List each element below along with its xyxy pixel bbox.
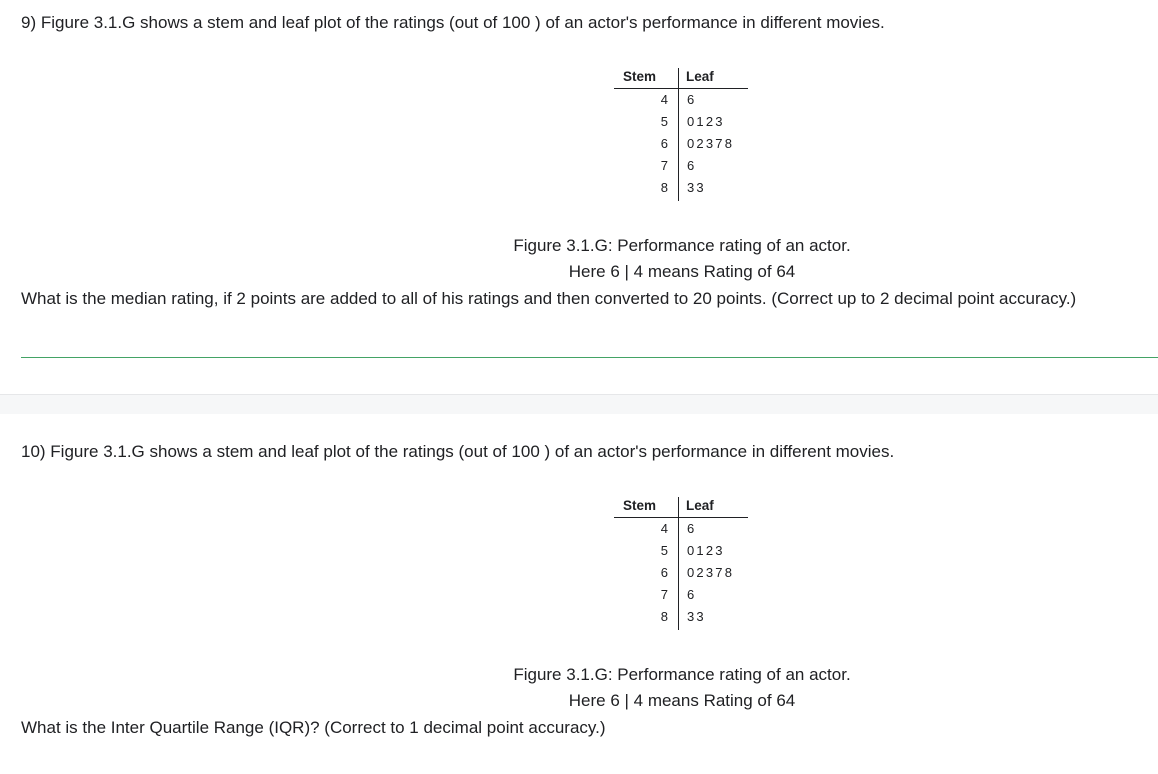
stem-value: 4 <box>660 521 668 536</box>
leaf-values: 33 <box>687 609 706 624</box>
leaf-values: 6 <box>687 587 697 602</box>
stem-value: 4 <box>660 92 668 107</box>
leaf-header: Leaf <box>686 69 714 84</box>
stem-leaf-row <box>614 133 754 155</box>
question-prompt: 10) Figure 3.1.G shows a stem and leaf plot of the ratings (out of 100 ) of an actor's performance in different movies. <box>21 442 895 461</box>
stem-leaf-row <box>614 155 754 177</box>
stem-leaf-row <box>614 562 754 584</box>
stem-header: Stem <box>623 498 657 513</box>
figure-caption-key: Here 6 | 4 means Rating of 64 <box>568 691 796 710</box>
question-body: What is the median rating, if 2 points are added to all of his ratings and then converted to 20 points. (Correct up to 2 decimal point accuracy.) <box>21 289 1077 308</box>
stem-value: 6 <box>660 136 668 151</box>
stem-leaf-plot <box>614 497 754 637</box>
stem-value: 5 <box>660 114 668 129</box>
question-prompt: 9) Figure 3.1.G shows a stem and leaf plot of the ratings (out of 100 ) of an actor's performance in different movies. <box>21 13 885 32</box>
answer-input-underline[interactable] <box>21 357 1158 358</box>
stem-leaf-row <box>614 111 754 133</box>
question-card-10 <box>0 414 1158 774</box>
stem-leaf-row <box>614 89 754 111</box>
leaf-header: Leaf <box>686 498 714 513</box>
stem-value: 7 <box>660 158 668 173</box>
leaf-values: 02378 <box>687 565 735 580</box>
leaf-values: 6 <box>687 521 697 536</box>
stem-leaf-row <box>614 584 754 606</box>
leaf-values: 0123 <box>687 114 725 129</box>
leaf-values: 0123 <box>687 543 725 558</box>
stem-value: 5 <box>660 543 668 558</box>
figure-caption-key: Here 6 | 4 means Rating of 64 <box>568 262 796 281</box>
stem-leaf-row <box>614 540 754 562</box>
stem-leaf-plot <box>614 68 754 208</box>
stem-value: 8 <box>660 180 668 195</box>
question-body: What is the Inter Quartile Range (IQR)? (Correct to 1 decimal point accuracy.) <box>21 718 606 737</box>
leaf-values: 6 <box>687 92 697 107</box>
stem-header: Stem <box>623 69 657 84</box>
question-separator <box>0 394 1158 415</box>
stem-leaf-row <box>614 177 754 199</box>
stem-value: 8 <box>660 609 668 624</box>
figure-caption-title: Figure 3.1.G: Performance rating of an actor. <box>513 236 851 255</box>
figure-caption-title: Figure 3.1.G: Performance rating of an actor. <box>513 665 851 684</box>
stem-leaf-row <box>614 606 754 628</box>
stem-value: 7 <box>660 587 668 602</box>
leaf-values: 6 <box>687 158 697 173</box>
leaf-values: 33 <box>687 180 706 195</box>
stem-leaf-row <box>614 518 754 540</box>
leaf-values: 02378 <box>687 136 735 151</box>
stem-value: 6 <box>660 565 668 580</box>
